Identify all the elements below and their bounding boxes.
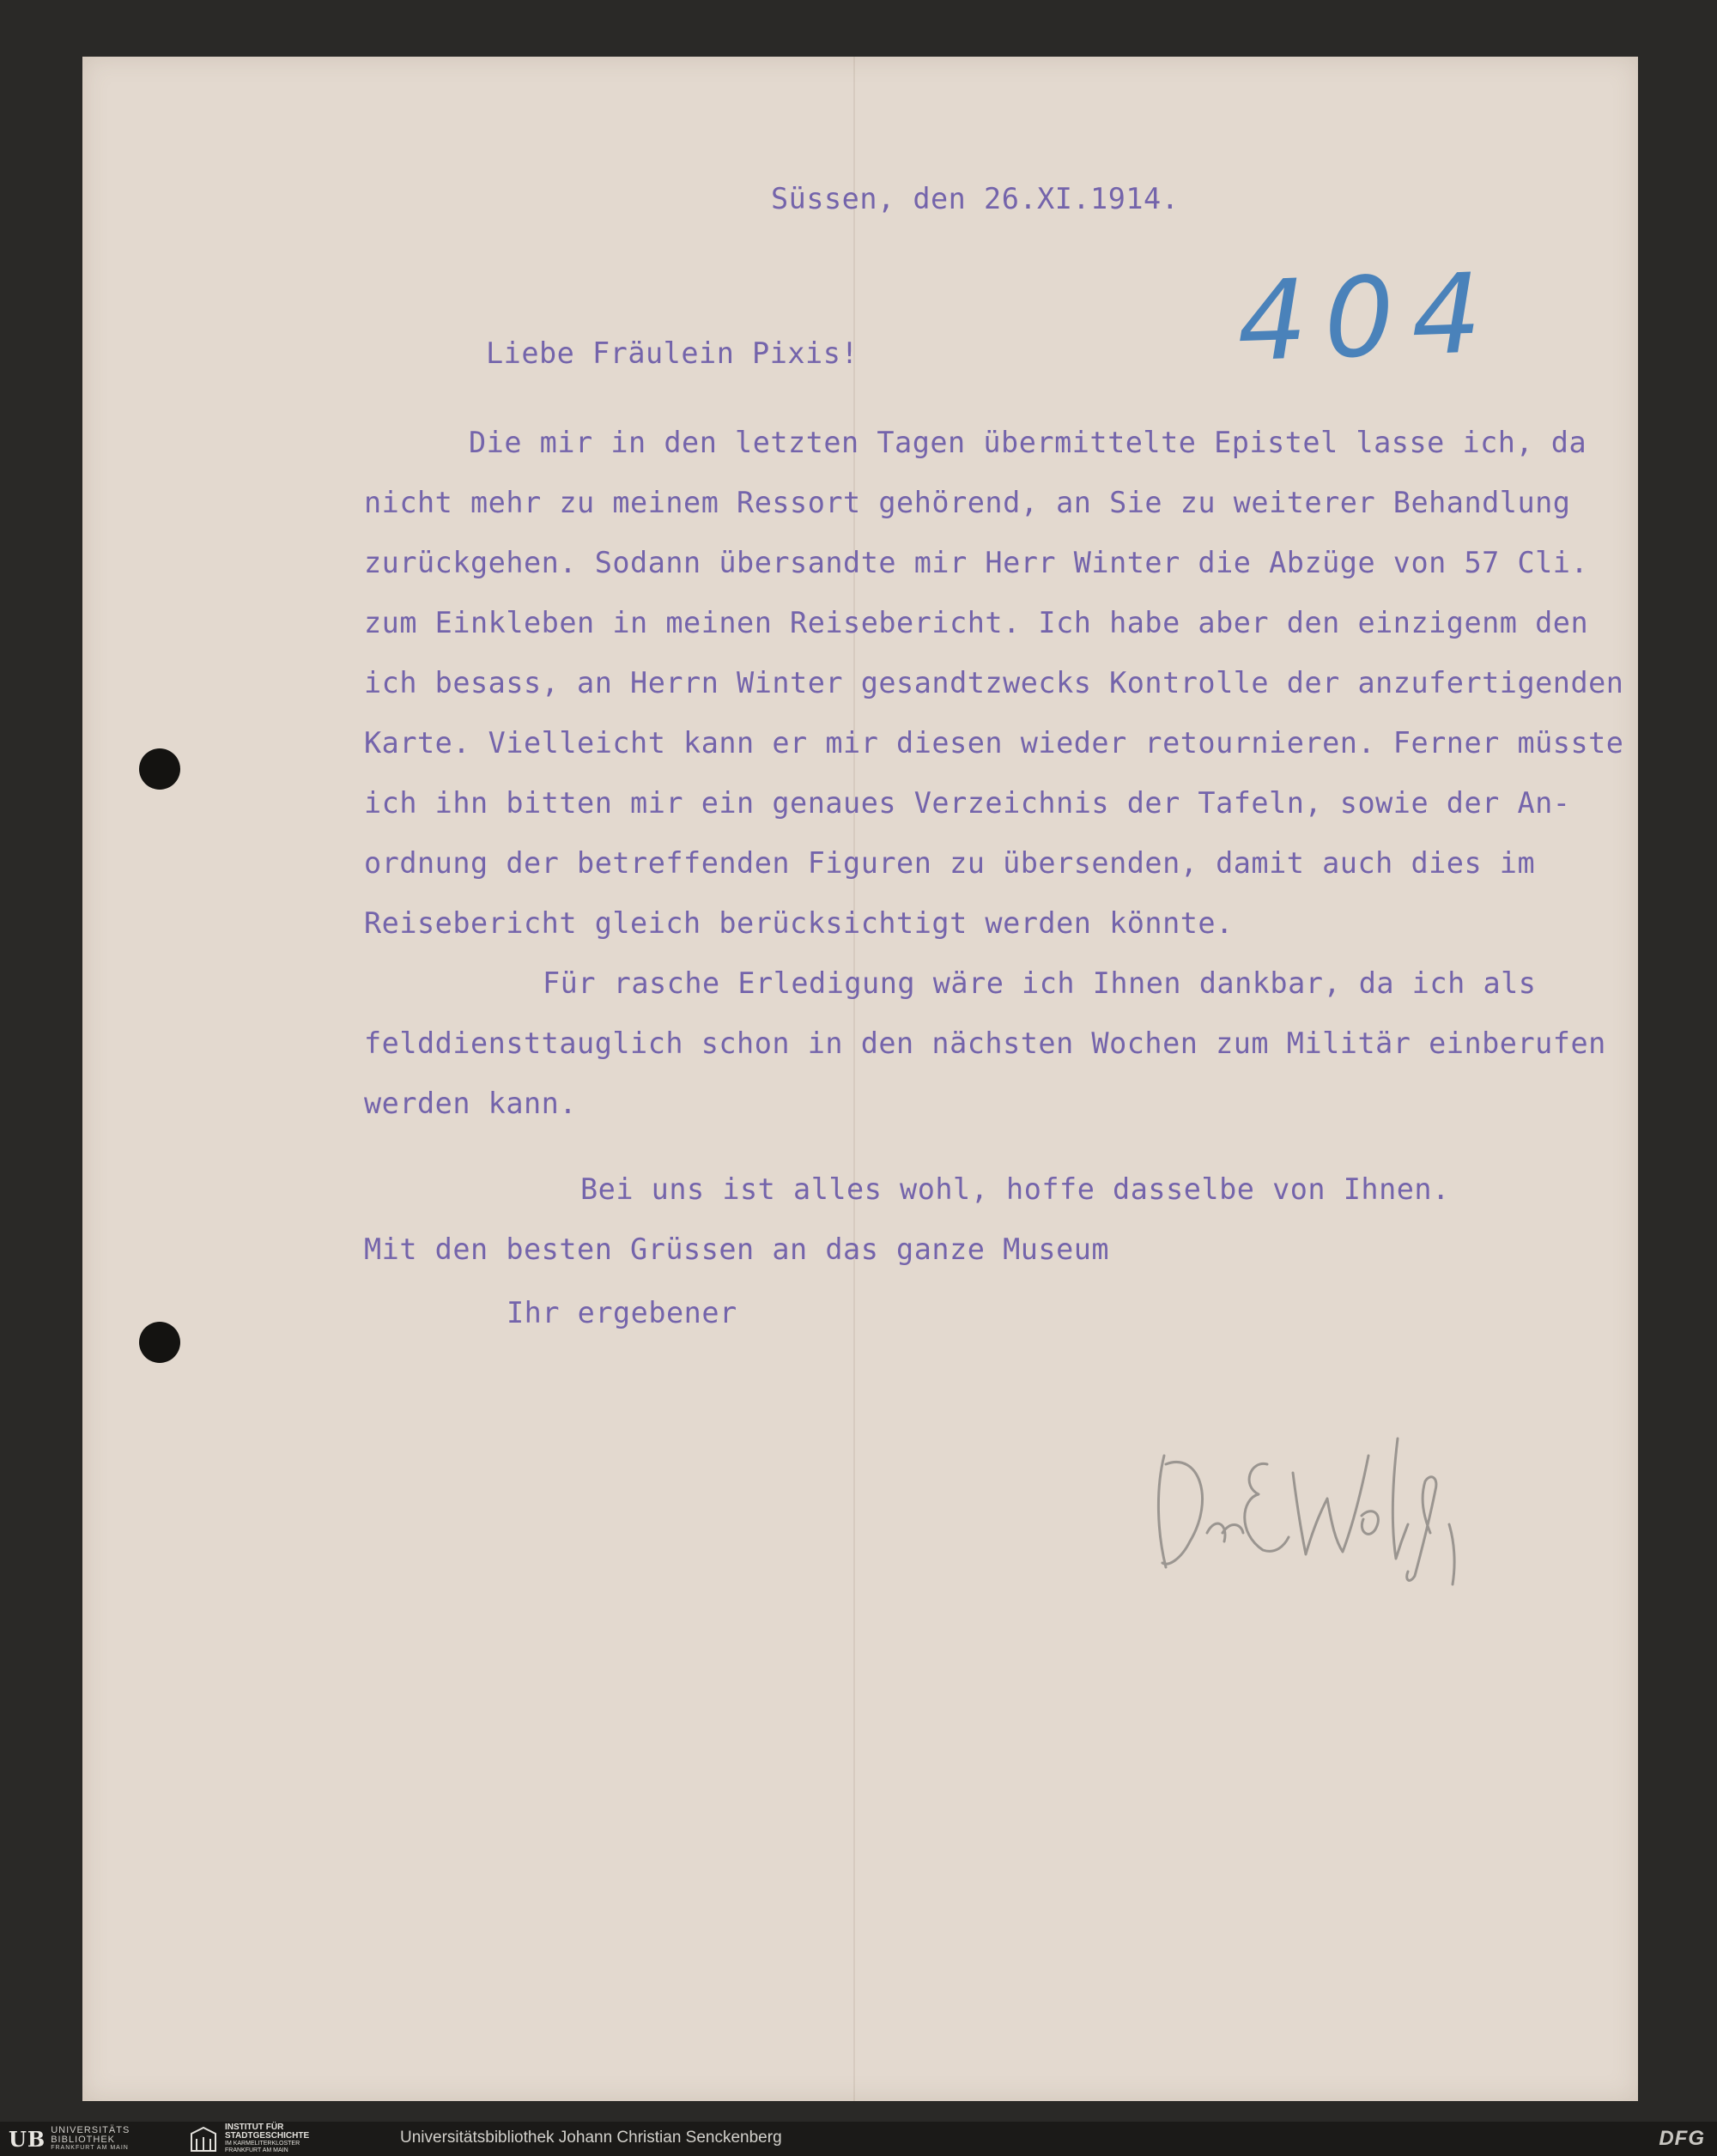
body-line: zum Einkleben in meinen Reisebericht. Ich habe aber den einzigenm den xyxy=(364,606,1589,639)
isg-line3: IM KARMELITERKLOSTER xyxy=(225,2141,300,2147)
body-line: Für rasche Erledigung wäre ich Ihnen dankbar, da ich als xyxy=(543,966,1537,1000)
body-line: nicht mehr zu meinem Ressort gehörend, an Sie zu weiterer Behandlung xyxy=(364,486,1571,519)
ub-logo xyxy=(9,2124,130,2153)
isg-line4: FRANKFURT AM MAIN xyxy=(225,2147,288,2153)
isg-line1: INSTITUT FÜR xyxy=(225,2123,284,2132)
body-line: ordnung der betreffenden Figuren zu übersenden, damit auch dies im xyxy=(364,846,1536,880)
body-line: Karte. Vielleicht kann er mir diesen wieder retournieren. Ferner müsste xyxy=(364,726,1624,760)
footer-title: Universitätsbibliothek Johann Christian Senckenberg xyxy=(400,2129,782,2147)
isg-line2: STADTGESCHICHTE xyxy=(225,2131,310,2141)
closing-line: Bei uns ist alles wohl, hoffe dasselbe von Ihnen. xyxy=(580,1172,1450,1206)
isg-logo-text xyxy=(225,2123,309,2154)
closing-line: Ihr ergebener xyxy=(507,1296,737,1329)
dfg-logo: DFG xyxy=(1659,2127,1705,2150)
body-line: Reisebericht gleich berücksichtigt werden könnte. xyxy=(364,906,1234,940)
punch-hole-upper xyxy=(139,748,180,790)
body-line: Die mir in den letzten Tagen übermittelte Epistel lasse ich, da xyxy=(469,426,1587,459)
letter-page xyxy=(82,57,1638,2101)
isg-building-icon xyxy=(189,2125,218,2153)
ub-logo-text xyxy=(51,2126,130,2152)
punch-hole-lower xyxy=(139,1322,180,1363)
salutation: Liebe Fräulein Pixis! xyxy=(486,336,859,370)
body-line: felddiensttauglich schon in den nächsten Wochen zum Militär einberufen xyxy=(364,1027,1606,1060)
archive-footer-bar xyxy=(0,2122,1717,2156)
handwritten-signature xyxy=(1147,1404,1473,1610)
closing-line: Mit den besten Grüssen an das ganze Museum xyxy=(364,1232,1110,1266)
date-line: Süssen, den 26.XI.1914. xyxy=(771,182,1180,215)
ub-mark: UB xyxy=(9,2126,46,2152)
archive-number: 404 xyxy=(1235,249,1501,387)
ub-line3: FRANKFURT AM MAIN xyxy=(51,2145,129,2151)
body-line: ich besass, an Herrn Winter gesandtzwecks Kontrolle der anzufertigenden xyxy=(364,666,1624,699)
body-line: werden kann. xyxy=(364,1087,578,1120)
ub-line1: UNIVERSITÄTS xyxy=(51,2125,130,2135)
body-line: ich ihn bitten mir ein genaues Verzeichnis der Tafeln, sowie der An- xyxy=(364,786,1571,820)
ub-line2: BIBLIOTHEK xyxy=(51,2135,116,2145)
isg-logo xyxy=(189,2124,309,2153)
body-line: zurückgehen. Sodann übersandte mir Herr Winter die Abzüge von 57 Cli. xyxy=(364,546,1589,579)
